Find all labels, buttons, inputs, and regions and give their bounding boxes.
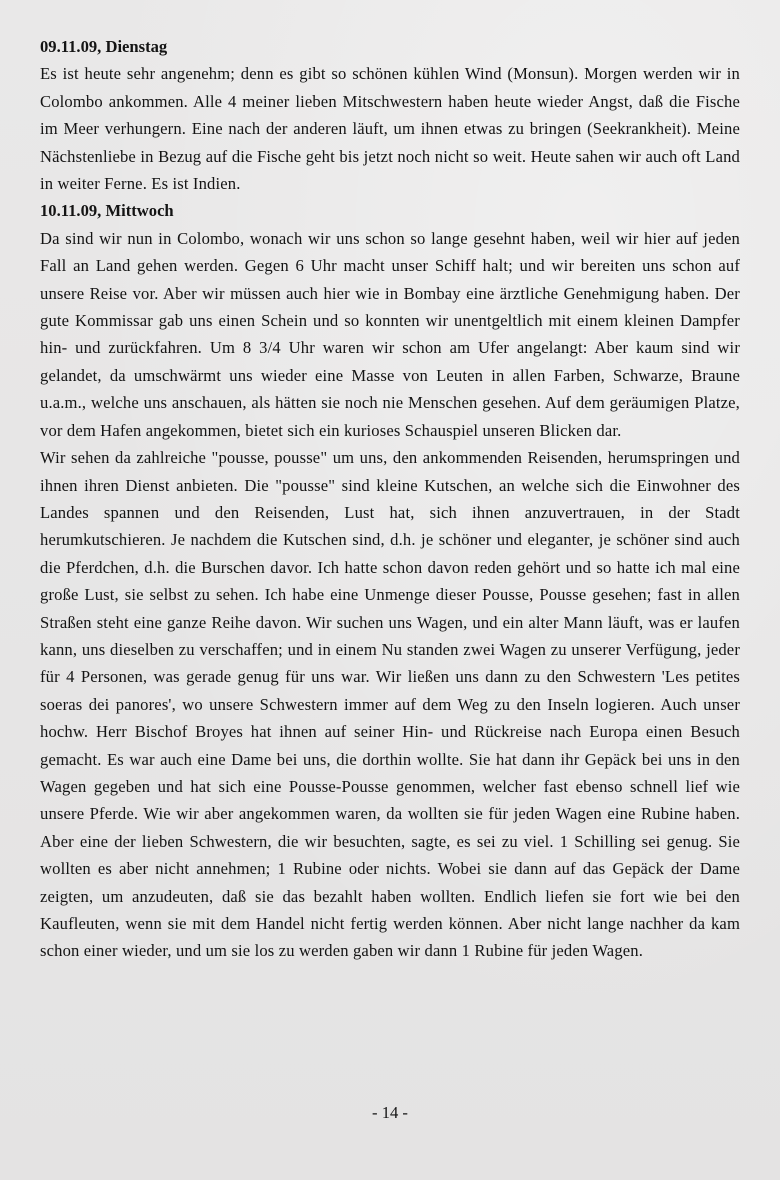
page-number: - 14 -	[372, 1103, 408, 1122]
entry-date-heading: 10.11.09, Mittwoch	[40, 201, 174, 221]
diary-entry-2	[40, 197, 740, 964]
diary-text	[40, 33, 740, 965]
entry-paragraph: Es ist heute sehr angenehm; denn es gibt so schönen kühlen Wind (Monsun). Morgen werden wir in Colombo ankommen. Alle 4 meiner lieben Mitschwestern haben heute wieder Angst, daß die Fische im Meer verhungern. Eine nach der anderen läuft, um ihnen etwas zu bringen (Seekrankheit). Meine Nächstenliebe in Bezug auf die Fische geht bis jetzt noch nicht so weit. Heute sahen wir auch oft Land in weiter Ferne. Es ist Indien.	[40, 64, 740, 194]
entry-paragraph: Da sind wir nun in Colombo, wonach wir uns schon so lange gesehnt haben, weil wir hier auf jeden Fall an Land gehen werden. Gegen 6 Uhr macht unser Schiff halt; und wir bereiten uns schon auf unsere Reise vor. Aber wir müssen auch hier wie in Bombay eine ärztliche Genehmigung haben. Der gute Kommissar gab uns einen Schein und so konnten wir unentgeltlich mit einem kleinen Dampfer hin- und zurückfahren. Um 8 3/4 Uhr waren wir schon am Ufer angelangt: Aber kaum sind wir gelandet, da umschwärmt uns wieder eine Masse von Leuten in allen Farben, Schwarze, Braune u.a.m., welche uns anschauen, als hätten sie noch nie Menschen gesehen. Auf dem geräumigen Platze, vor dem Hafen angekommen, bietet sich ein kurioses Schauspiel unseren Blicken dar.	[40, 228, 740, 440]
entry-paragraph: Wir sehen da zahlreiche "pousse, pousse" um uns, den ankommenden Reisenden, herumspringen und ihnen ihren Dienst anbieten. Die "pousse" sind kleine Kutschen, an welche sich die Einwohner des Landes spannen und den Reisenden, Lust hat, sich ihnen anzuvertrauen, in der Stadt herumkutschieren. Je nachdem die Kutschen sind, d.h. je schöner und eleganter, je schöner sind auch die Pferdchen, d.h. die Burschen davor. Ich hatte schon davon reden gehört und so hatte ich mal eine große Lust, sie selbst zu sehen. Ich habe eine Unmenge dieser Pousse, Pousse gesehen; fast in allen Straßen steht eine ganze Reihe davon. Wir suchen uns Wagen, und ein alter Mann läuft, was er laufen kann, uns dieselben zu verschaffen; und in einem Nu standen zwei Wagen zu unserer Verfügung, jeder für 4 Personen, was gerade genug für uns war. Wir ließen uns dann zu den Schwestern 'Les petites soeras dei panores', wo unsere Schwestern immer auf dem Weg zu den Inseln logieren. Auch unser hochw. Herr Bischof Broyes hat ihnen auf seiner Hin- und Rückreise nach Europa einen Besuch gemacht. Es war auch eine Dame bei uns, die dorthin wollte. Sie hat dann ihr Gepäck bei uns in den Wagen gegeben und hat sich eine Pousse-Pousse genommen, welcher fast ebenso schnell lief wie unsere Pferde. Wie wir aber angekommen waren, da wollten sie für jeden Wagen eine Rubine haben. Aber eine der lieben Schwestern, die wir besuchten, sagte, es sei zu viel. 1 Schilling sei genug. Sie wollten es aber nicht annehmen; 1 Rubine oder nichts. Wobei sie dann auf das Gepäck der Dame zeigten, um anzudeuten, daß sie das bezahlt haben wollten. Endlich liefen sie fort wie bei den Kaufleuten, wenn sie mit dem Handel nicht fertig werden können. Aber nicht lange nachher da kam schon einer wieder, und um sie los zu werden gaben wir dann 1 Rubine für jeden Wagen.	[40, 448, 740, 961]
diary-entry-1	[40, 33, 740, 197]
entry-date-heading: 09.11.09, Dienstag	[40, 37, 168, 56]
